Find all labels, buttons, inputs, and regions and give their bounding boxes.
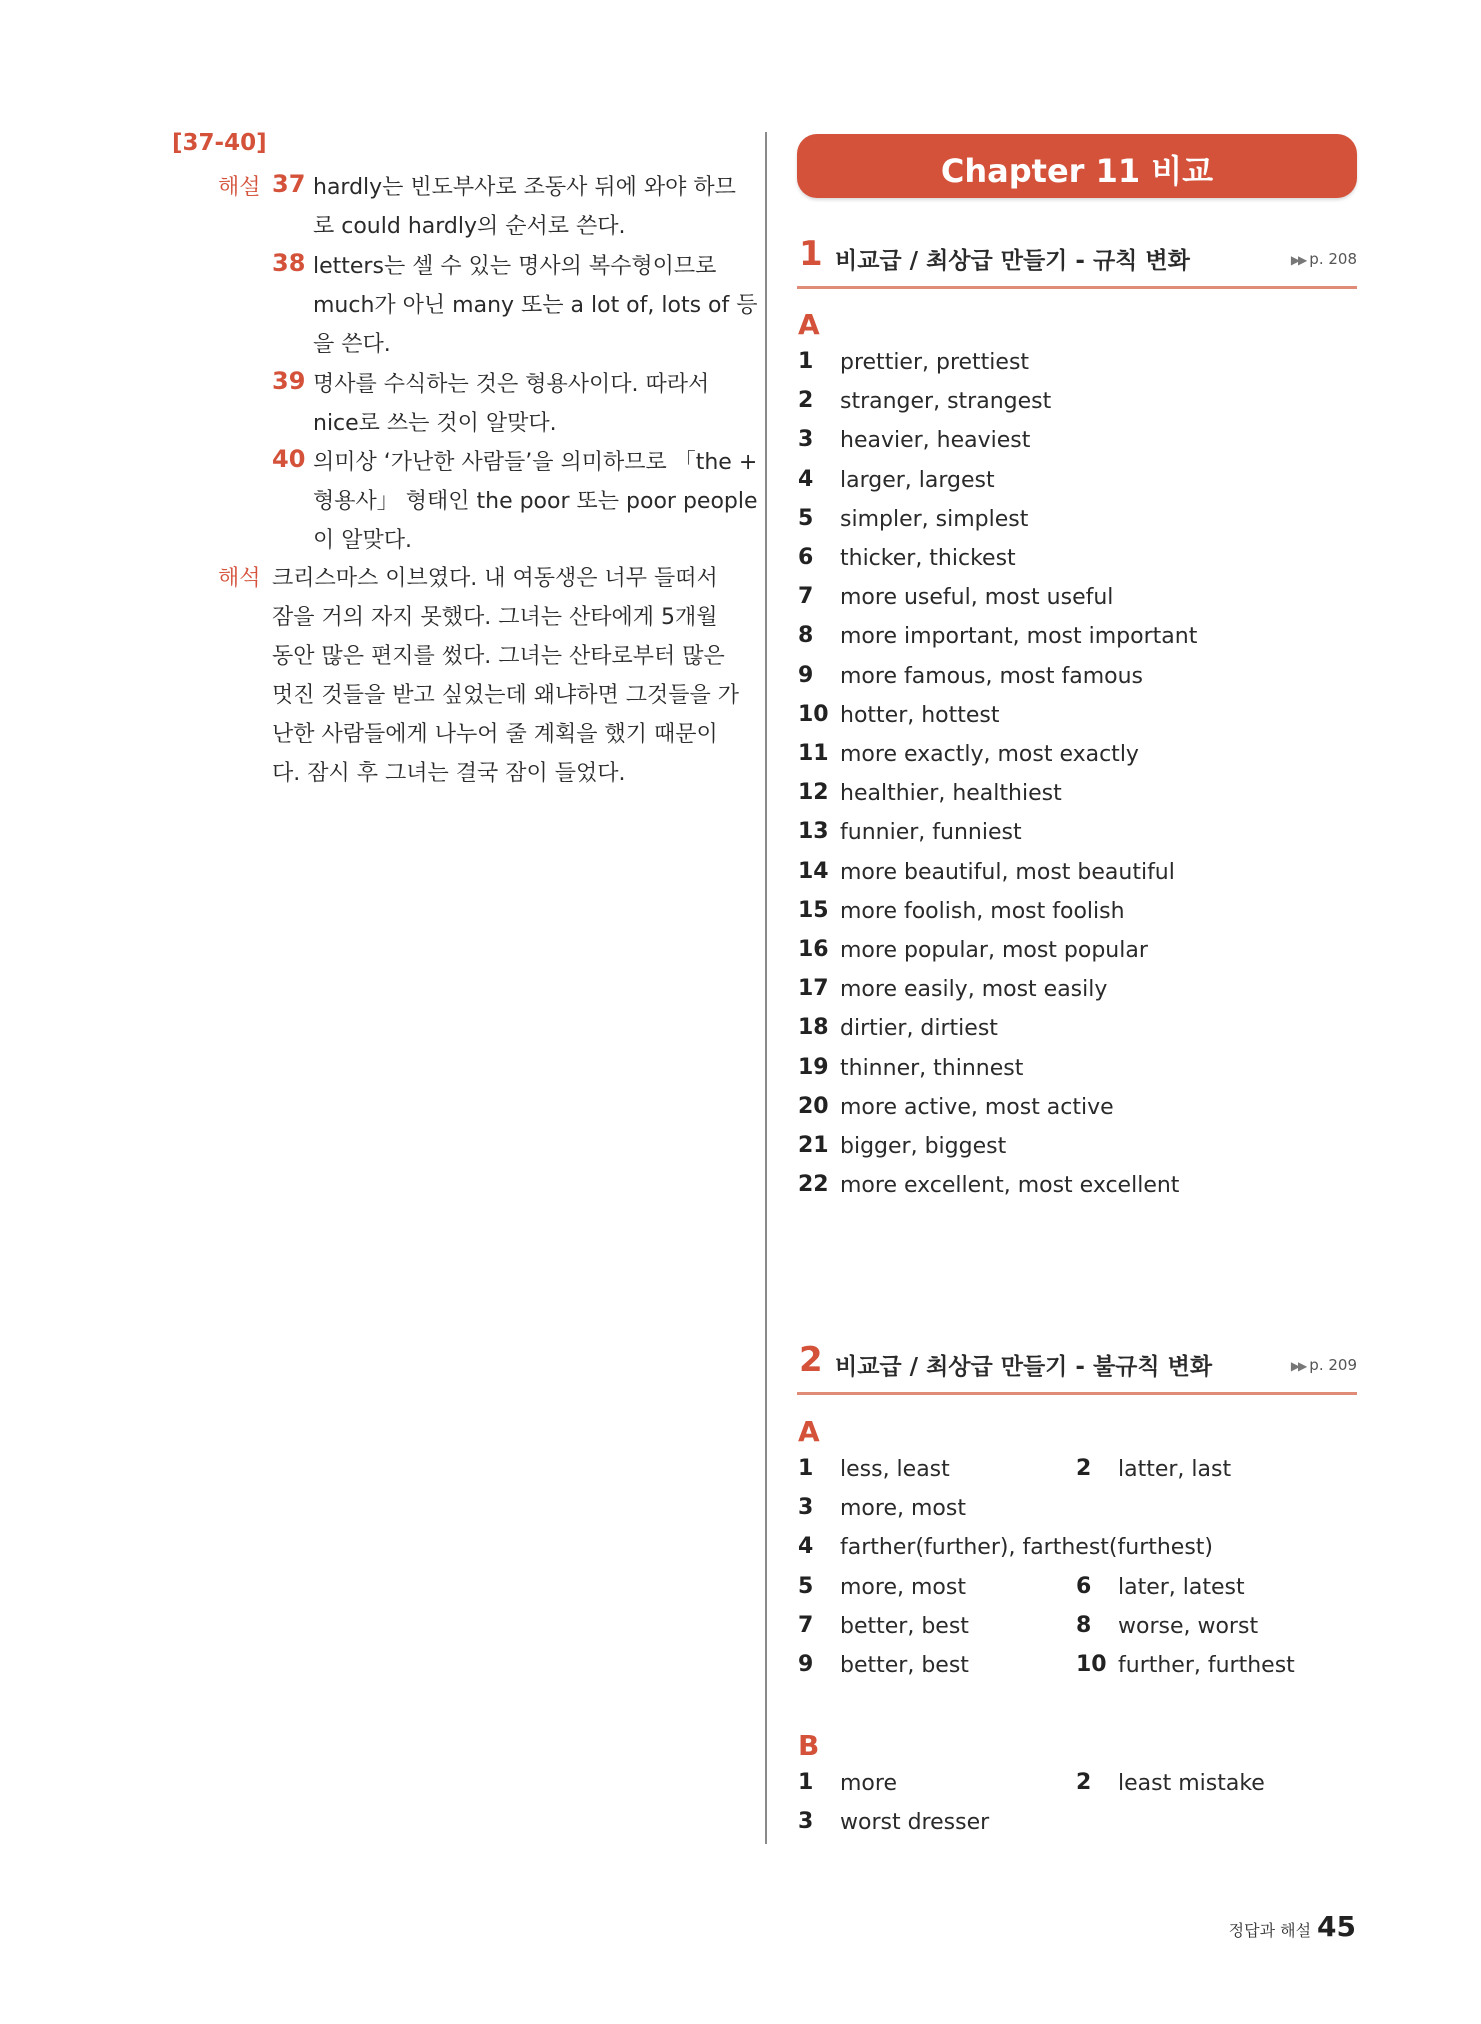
answer-number: 11: [798, 741, 829, 766]
answer-text: farther(further), farthest(furthest): [840, 1535, 1214, 1561]
translation-line: 난한 사람들에게 나누어 줄 계획을 했기 때문이: [272, 722, 718, 747]
answer-text: less, least: [840, 1457, 950, 1482]
answer-row: [798, 1495, 1358, 1525]
answer-number: 10: [798, 701, 829, 727]
answer-number: 5: [798, 1573, 814, 1599]
answer-number: 2: [1076, 1456, 1092, 1481]
answer-row: [798, 1809, 1358, 1839]
answer-number: 1: [798, 1770, 814, 1795]
answer-number: 1: [798, 1456, 814, 1481]
answer-row: [798, 1574, 1358, 1604]
part-label-a: A: [798, 1415, 820, 1448]
translation-line: 잠을 거의 자지 못했다. 그녀는 산타에게 5개월: [272, 605, 718, 630]
answer-number: 17: [798, 976, 829, 1002]
answer-text: stranger, strangest: [840, 389, 1052, 415]
answer-text: worst dresser: [840, 1810, 990, 1836]
item-line: 형용사」 형태인 the poor 또는 poor people: [313, 489, 758, 514]
answer-text: more beautiful, most beautiful: [840, 859, 1175, 885]
answer-number: 8: [798, 623, 814, 649]
answer-row: [798, 1652, 1358, 1682]
answer-text: bigger, biggest: [840, 1134, 1007, 1159]
answer-row: [798, 898, 1358, 928]
answer-text: more important, most important: [840, 624, 1198, 650]
answer-row: [798, 1172, 1358, 1202]
answer-row: [798, 584, 1358, 614]
answer-number: 22: [798, 1172, 829, 1198]
answer-number: 9: [798, 1652, 814, 1677]
answer-text: thicker, thickest: [840, 546, 1016, 571]
answer-row: [798, 702, 1358, 732]
answer-row: [798, 1534, 1358, 1564]
answer-row: [798, 780, 1358, 810]
answer-text: better, best: [840, 1653, 969, 1678]
answer-number: 15: [798, 897, 829, 923]
answer-row: [798, 1613, 1358, 1643]
answer-row: [798, 1133, 1358, 1163]
answer-text: more popular, most popular: [840, 938, 1148, 963]
answer-text: more easily, most easily: [840, 977, 1108, 1003]
page-number: 45: [1317, 1910, 1356, 1943]
answer-number: 3: [798, 1495, 814, 1521]
page-reference: [1291, 250, 1357, 268]
answer-text: hotter, hottest: [840, 702, 1000, 728]
answer-text: more exactly, most exactly: [840, 742, 1139, 767]
section-1-header: [797, 234, 1357, 289]
answer-text: least mistake: [1118, 1771, 1265, 1796]
answer-number: 21: [798, 1133, 829, 1158]
translation-line: 멋진 것들을 받고 싶었는데 왜냐하면 그것들을 가: [272, 683, 740, 708]
page-ref-text: p. 208: [1309, 250, 1357, 268]
answer-text: thinner, thinnest: [840, 1055, 1024, 1081]
answer-text: funnier, funniest: [840, 820, 1022, 846]
answer-row: [798, 741, 1358, 771]
item-number: 39: [272, 367, 306, 395]
translation-line: 크리스마스 이브였다. 내 여동생은 너무 들떠서: [272, 566, 718, 591]
answer-number: 4: [798, 466, 814, 492]
translation-line: 동안 많은 편지를 썼다. 그녀는 산타로부터 많은: [272, 644, 725, 669]
page-footer: [1229, 1910, 1356, 1943]
item-line: letters는 셀 수 있는 명사의 복수형이므로: [313, 254, 717, 279]
answer-number: 12: [798, 780, 829, 806]
answer-number: 4: [798, 1534, 814, 1560]
answer-number: 2: [1076, 1770, 1092, 1795]
answer-row: [798, 427, 1358, 457]
item-number: 38: [272, 249, 306, 277]
answer-row: [798, 937, 1358, 967]
answer-row: [798, 819, 1358, 849]
answer-number: 10: [1076, 1652, 1107, 1677]
part-label-a: A: [798, 308, 820, 341]
answer-row: [798, 1770, 1358, 1800]
section-title: 비교급 / 최상급 만들기 - 규칙 변화: [835, 248, 1190, 274]
answer-text: more useful, most useful: [840, 585, 1114, 611]
answer-number: 7: [798, 584, 814, 610]
answer-text: heavier, heaviest: [840, 428, 1031, 454]
item-line: hardly는 빈도부사로 조동사 뒤에 와야 하므: [313, 175, 736, 200]
item-line: 의미상 ‘가난한 사람들’을 의미하므로 「the +: [313, 450, 758, 475]
answer-number: 19: [798, 1054, 829, 1080]
answer-text: larger, largest: [840, 467, 995, 493]
answer-row: [798, 1055, 1358, 1085]
section-number: 2: [799, 1340, 823, 1380]
answer-number: 16: [798, 937, 829, 962]
chapter-title: Chapter 11 비교: [940, 152, 1214, 190]
answer-row: [798, 859, 1358, 889]
answer-text: more: [840, 1771, 897, 1796]
double-arrow-icon: ▶▶: [1290, 253, 1306, 267]
item-line: 이 알맞다.: [313, 528, 412, 553]
chapter-banner: [797, 134, 1357, 198]
item-line: 명사를 수식하는 것은 형용사이다. 따라서: [313, 372, 710, 397]
translation-line: 다. 잠시 후 그녀는 결국 잠이 들었다.: [272, 761, 626, 786]
section-number: 1: [799, 234, 823, 274]
answer-text: latter, last: [1118, 1457, 1232, 1482]
answer-row: [798, 1015, 1358, 1045]
answer-row: [798, 506, 1358, 536]
footer-label: 정답과 해설: [1228, 1921, 1312, 1940]
answer-number: 1: [798, 349, 814, 374]
item-line: 을 쓴다.: [313, 332, 391, 357]
answer-text: more foolish, most foolish: [840, 898, 1125, 924]
answer-number: 14: [798, 858, 829, 884]
column-divider: [765, 132, 767, 1844]
item-line: 로 could hardly의 순서로 쓴다.: [313, 214, 626, 239]
answer-row: [798, 388, 1358, 418]
answer-text: more excellent, most excellent: [840, 1173, 1180, 1199]
answer-text: later, latest: [1118, 1574, 1245, 1600]
answer-text: better, best: [840, 1613, 969, 1639]
answer-row: [798, 1094, 1358, 1124]
item-number: 37: [272, 170, 306, 198]
answer-number: 3: [798, 427, 814, 453]
answer-row: [798, 623, 1358, 653]
answer-row: [798, 349, 1358, 379]
answer-number: 13: [798, 819, 829, 845]
answer-text: more, most: [840, 1574, 966, 1600]
answer-text: dirtier, dirtiest: [840, 1016, 998, 1042]
answer-text: simpler, simplest: [840, 506, 1029, 532]
answer-text: more famous, most famous: [840, 663, 1143, 689]
answer-text: more active, most active: [840, 1094, 1114, 1120]
answer-number: 18: [798, 1015, 829, 1041]
answer-row: [798, 545, 1358, 575]
item-line: nice로 쓰는 것이 알맞다.: [313, 411, 557, 436]
answer-text: healthier, healthiest: [840, 781, 1062, 807]
answer-row: [798, 1456, 1358, 1486]
answer-number: 6: [798, 545, 814, 570]
page-ref-text: p. 209: [1309, 1356, 1357, 1374]
item-line: much가 아닌 many 또는 a lot of, lots of 등: [313, 293, 758, 318]
explanation-label: 해설: [218, 175, 261, 200]
answer-row: [798, 467, 1358, 497]
double-arrow-icon: ▶▶: [1290, 1359, 1306, 1373]
answer-number: 9: [798, 662, 814, 688]
question-range: [37-40]: [172, 130, 267, 156]
section-2-header: [797, 1340, 1357, 1395]
item-number: 40: [272, 445, 306, 473]
answer-text: more, most: [840, 1496, 966, 1522]
part-label-b: B: [798, 1729, 820, 1762]
answer-number: 7: [798, 1612, 814, 1638]
answer-number: 20: [798, 1093, 829, 1119]
answer-text: prettier, prettiest: [840, 350, 1030, 375]
answer-number: 8: [1076, 1612, 1092, 1638]
translation-label: 해석: [218, 566, 261, 591]
answer-row: [798, 663, 1358, 693]
section-title: 비교급 / 최상급 만들기 - 불규칙 변화: [835, 1354, 1213, 1380]
answer-number: 3: [798, 1809, 814, 1835]
answer-text: worse, worst: [1118, 1613, 1259, 1639]
answer-row: [798, 976, 1358, 1006]
answer-text: further, furthest: [1118, 1653, 1295, 1678]
page-reference: [1291, 1356, 1357, 1374]
answer-number: 5: [798, 505, 814, 531]
answer-number: 2: [798, 388, 814, 414]
answer-number: 6: [1076, 1573, 1092, 1599]
